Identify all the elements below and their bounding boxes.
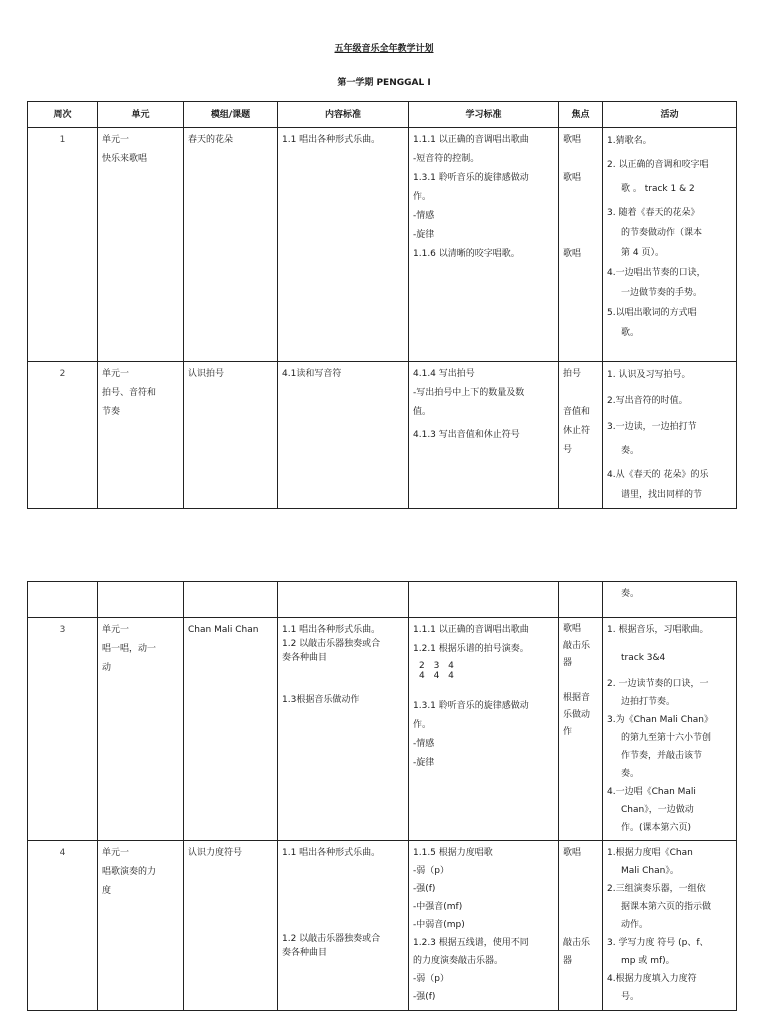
header-focus: 焦点 xyxy=(559,102,603,128)
activity-line: 3.一边读，一边拍打节 xyxy=(607,422,697,432)
activities-cell xyxy=(603,841,737,1011)
activity-line: mp 或 mf)。 xyxy=(621,956,675,966)
activity-line: track 3&4 xyxy=(621,653,666,663)
content-line: 1.2 以敲击乐器独奏或合 xyxy=(282,639,381,649)
learning-line: -情感 xyxy=(413,211,435,221)
topic-cell xyxy=(184,128,278,362)
activities-cell xyxy=(603,362,737,509)
lesson-plan-table-part-2 xyxy=(27,581,737,1011)
focus-line: 敲击乐 xyxy=(563,641,591,651)
unit-line: 拍号、音符和 xyxy=(102,388,157,398)
learning-cell xyxy=(409,618,559,841)
focus-cell xyxy=(559,128,603,362)
focus-line: 歌唱 xyxy=(563,848,582,858)
unit-cell xyxy=(98,618,184,841)
unit-line: 单元一 xyxy=(102,369,130,379)
header-topic: 模组/课题 xyxy=(184,102,278,128)
content-cell xyxy=(278,841,409,1011)
content-line: 1.1 唱出各种形式乐曲。 xyxy=(282,135,381,145)
activities-cell xyxy=(603,582,737,618)
learning-line: 1.1.1 以正确的音调唱出歌曲 xyxy=(413,135,529,145)
activity-line: 1. 认识及习写拍号。 xyxy=(607,370,691,380)
learning-line: 1.3.1 聆听音乐的旋律感做动 xyxy=(413,173,529,183)
learning-line: 值。 xyxy=(413,407,432,417)
unit-cell xyxy=(98,128,184,362)
topic-cell xyxy=(184,582,278,618)
activity-line: Mali Chan》。 xyxy=(621,866,679,876)
learning-line: 1.1.1 以正确的音调唱出歌曲 xyxy=(413,625,529,635)
document-subtitle: 第一学期 PENGGAL Ⅰ xyxy=(337,78,431,88)
activity-line: 奏。 xyxy=(621,589,640,599)
learning-line: -短音符的控制。 xyxy=(413,154,480,164)
activity-line: 2.三组演奏乐器，一组依 xyxy=(607,884,706,894)
learning-line: 4.1.4 写出拍号 xyxy=(413,369,475,379)
learning-line: 1.2.3 根据五线谱，使用不同 xyxy=(413,938,529,948)
learning-line: 的力度演奏敲击乐器。 xyxy=(413,956,504,966)
activity-line: 的节奏做动作（课本 xyxy=(621,228,703,238)
activity-line: 2.写出音符的时值。 xyxy=(607,396,688,406)
learning-line: -写出拍号中上下的数量及数 xyxy=(413,388,525,398)
focus-cell xyxy=(559,362,603,509)
learning-cell xyxy=(409,841,559,1011)
learning-line: -弱（p） xyxy=(413,974,449,984)
topic-cell xyxy=(184,841,278,1011)
focus-line: 拍号 xyxy=(563,369,582,379)
activity-line: 的第九至第十六小节创 xyxy=(621,733,712,743)
activity-line: 动作。 xyxy=(621,920,649,930)
content-cell xyxy=(278,582,409,618)
activity-line: 号。 xyxy=(621,992,640,1002)
unit-line: 单元一 xyxy=(102,848,130,858)
time-signature-numerators: 2 3 4 xyxy=(419,661,457,671)
week-cell: 4 xyxy=(28,841,98,1011)
topic-text: 认识拍号 xyxy=(188,369,225,379)
activities-cell xyxy=(603,618,737,841)
learning-line: 1.2.1 根据乐谱的拍号演奏。 xyxy=(413,644,529,654)
table-row xyxy=(28,362,737,509)
focus-line: 根据音 xyxy=(563,693,591,703)
focus-line: 号 xyxy=(563,445,573,455)
focus-line: 歌唱 xyxy=(563,249,582,259)
content-line: 1.1 唱出各种形式乐曲。 xyxy=(282,625,381,635)
focus-line: 休止符 xyxy=(563,426,591,436)
activity-line: 5.以唱出歌词的方式唱 xyxy=(607,308,697,318)
content-line: 1.1 唱出各种形式乐曲。 xyxy=(282,848,381,858)
time-signatures xyxy=(413,661,554,681)
content-line: 1.3根据音乐做动作 xyxy=(282,695,360,705)
unit-line: 节奏 xyxy=(102,407,121,417)
activity-line: 作节奏，并敲击该节 xyxy=(621,751,703,761)
learning-line: -强(f) xyxy=(413,884,436,894)
table-row xyxy=(28,582,737,618)
activity-line: 4.根据力度填入力度符 xyxy=(607,974,697,984)
learning-line: 1.1.5 根据力度唱歌 xyxy=(413,848,493,858)
activity-line: 歌 。 track 1 & 2 xyxy=(621,184,695,194)
topic-cell xyxy=(184,618,278,841)
week-cell: 3 xyxy=(28,618,98,841)
focus-line: 歌唱 xyxy=(563,135,582,145)
week-cell: 1 xyxy=(28,128,98,362)
learning-line: 作。 xyxy=(413,720,432,730)
table-header-row xyxy=(28,102,737,128)
activity-line: 据课本第六页的指示做 xyxy=(621,902,712,912)
content-cell xyxy=(278,128,409,362)
week-cell: 2 xyxy=(28,362,98,509)
focus-line: 器 xyxy=(563,956,573,966)
topic-text: Chan Mali Chan xyxy=(188,625,259,635)
unit-line: 单元一 xyxy=(102,135,130,145)
activity-line: 3. 学写力度 符号 (p、f、 xyxy=(607,938,709,948)
activity-line: 作。(课本第六页) xyxy=(621,823,692,833)
header-unit: 单元 xyxy=(98,102,184,128)
activity-line: 歌。 xyxy=(621,328,640,338)
topic-cell xyxy=(184,362,278,509)
unit-line: 唱歌演奏的力 xyxy=(102,867,157,877)
learning-line: -弱（p） xyxy=(413,866,449,876)
learning-cell xyxy=(409,128,559,362)
focus-cell xyxy=(559,582,603,618)
learning-cell xyxy=(409,362,559,509)
activity-line: 第 4 页）。 xyxy=(621,248,664,258)
activity-line: 谱里，找出同样的节 xyxy=(621,490,703,500)
time-signature-denominators: 4 4 4 xyxy=(419,671,457,681)
unit-cell xyxy=(98,841,184,1011)
unit-line: 度 xyxy=(102,886,112,896)
activity-line: 1.根据力度唱《Chan xyxy=(607,848,693,858)
activity-line: 3.为《Chan Mali Chan》 xyxy=(607,715,714,725)
focus-cell xyxy=(559,841,603,1011)
unit-line: 单元一 xyxy=(102,625,130,635)
header-learning-standard: 学习标准 xyxy=(409,102,559,128)
focus-line: 乐做动 xyxy=(563,710,591,720)
activity-line: 3. 随着《春天的花朵》 xyxy=(607,208,700,218)
focus-line: 敲击乐 xyxy=(563,938,591,948)
learning-line: -情感 xyxy=(413,739,435,749)
activity-line: 奏。 xyxy=(621,769,640,779)
content-cell xyxy=(278,362,409,509)
activity-line: Chan》，一边做动 xyxy=(621,805,694,815)
content-line: 奏各种曲目 xyxy=(282,653,328,663)
learning-line: -中弱音(mp) xyxy=(413,920,465,930)
table-row xyxy=(28,841,737,1011)
header-content-standard: 内容标准 xyxy=(278,102,409,128)
learning-line: 1.3.1 聆听音乐的旋律感做动 xyxy=(413,701,529,711)
learning-line: -强(f) xyxy=(413,992,436,1002)
activity-line: 边拍打节奏。 xyxy=(621,697,676,707)
focus-line: 歌唱 xyxy=(563,173,582,183)
learning-cell xyxy=(409,582,559,618)
activity-line: 1.猜歌名。 xyxy=(607,136,652,146)
focus-cell xyxy=(559,618,603,841)
unit-line: 动 xyxy=(102,663,112,673)
header-activities: 活动 xyxy=(603,102,737,128)
content-cell xyxy=(278,618,409,841)
activity-line: 1. 根据音乐，习唱歌曲。 xyxy=(607,625,709,635)
content-line: 1.2 以敲击乐器独奏或合 xyxy=(282,934,381,944)
focus-line: 器 xyxy=(563,658,573,668)
table-row xyxy=(28,128,737,362)
unit-line: 唱一唱，动一 xyxy=(102,644,157,654)
focus-line: 歌唱 xyxy=(563,624,582,634)
header-week: 周次 xyxy=(28,102,98,128)
activity-line: 4.一边唱出节奏的口诀， xyxy=(607,268,706,278)
focus-line: 作 xyxy=(563,727,573,737)
activity-line: 2. 以正确的音调和咬字唱 xyxy=(607,160,709,170)
activities-cell xyxy=(603,128,737,362)
unit-cell xyxy=(98,362,184,509)
topic-text: 春天的花朵 xyxy=(188,135,234,145)
learning-line: 4.1.3 写出音值和休止符号 xyxy=(413,430,520,440)
content-line: 4.1读和写音符 xyxy=(282,369,342,379)
document-title: 五年级音乐全年教学计划 xyxy=(334,44,434,54)
content-line: 奏各种曲目 xyxy=(282,948,328,958)
table-row xyxy=(28,618,737,841)
week-cell xyxy=(28,582,98,618)
activity-line: 奏。 xyxy=(621,446,640,456)
unit-cell xyxy=(98,582,184,618)
activity-line: 4.一边唱《Chan Mali xyxy=(607,787,696,797)
lesson-plan-table-part-1 xyxy=(27,101,737,509)
activity-line: 一边做节奏的手势。 xyxy=(621,288,703,298)
activity-line: 4.从《春天的 花朵》的乐 xyxy=(607,470,709,480)
learning-line: 1.1.6 以清晰的咬字唱歌。 xyxy=(413,249,520,259)
learning-line: 作。 xyxy=(413,192,432,202)
learning-line: -旋律 xyxy=(413,230,435,240)
unit-line: 快乐来歌唱 xyxy=(102,154,148,164)
activity-line: 2. 一边读节奏的口诀，一 xyxy=(607,679,709,689)
learning-line: -旋律 xyxy=(413,758,435,768)
learning-line: -中强音(mf) xyxy=(413,902,463,912)
focus-line: 音值和 xyxy=(563,407,591,417)
topic-text: 认识力度符号 xyxy=(188,848,243,858)
